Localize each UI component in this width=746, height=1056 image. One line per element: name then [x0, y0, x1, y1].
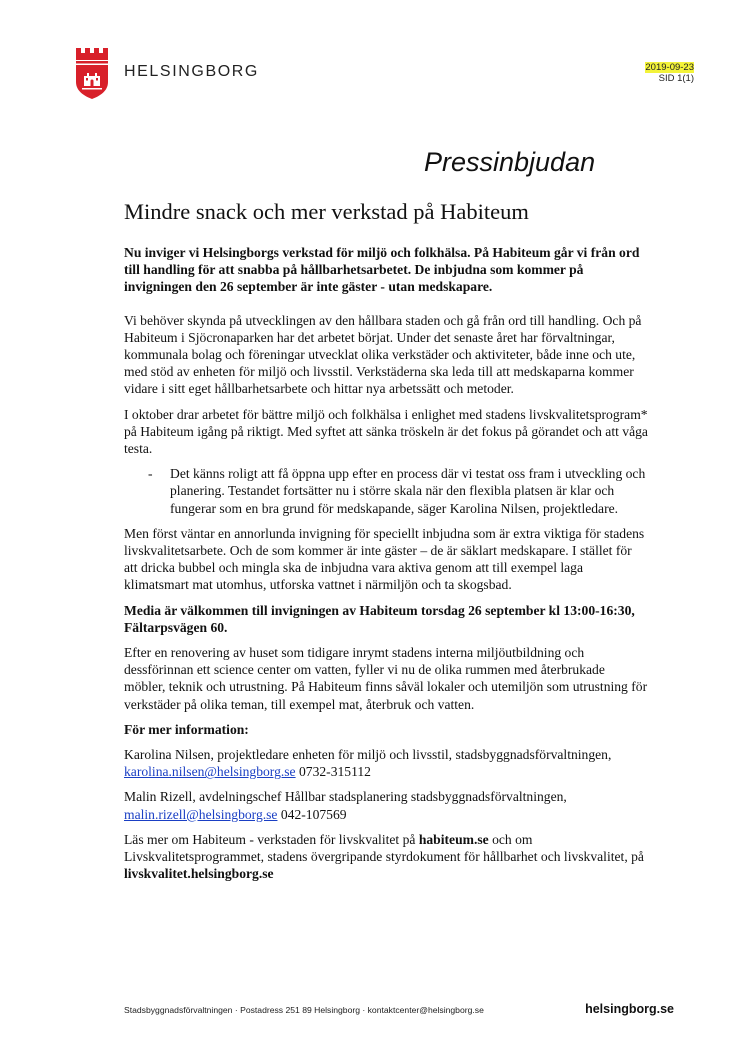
contact-1-phone: 0732-315112: [295, 764, 371, 780]
page-title: Mindre snack och mer verkstad på Habiteum: [124, 199, 529, 224]
contact-1-text: Karolina Nilsen, projektledare enheten för miljö och livsstil, stadsbyggnadsförvaltningen,: [124, 747, 612, 763]
contact-2-text: Malin Rizell, avdelningschef Hållbar stadsplanering stadsbyggnadsförvaltningen,: [124, 789, 567, 805]
brand-name: HELSINGBORG: [124, 63, 259, 80]
livskvalitet-site: livskvalitet.helsingborg.se: [124, 866, 274, 882]
quote-text: Det känns roligt att få öppna upp efter en process där vi testat oss fram i utveckling och planering. Testandet fortsätter nu i större skala när den flexibla platsen är klar och fungerar som en bra grund för medskapande, säger Karolina Nilsen, projektledare.: [170, 466, 646, 516]
paragraph-1: Vi behöver skynda på utvecklingen av den hållbara staden och gå från ord till handling. Och på Habiteum i Sjöcronaparken har det arbetet börjat. Under det senaste året har förvaltningar, kommunala bolag och föreningar utvecklat olika verkstäder och aktiviteter, både inne och ute, med stöd av enheten för miljö och livsstil. Verkstäderna ska leda till att medskaparna kommer vidare i sitt eget hållbarhetsarbete och hittar nya arbetssätt och metoder.: [124, 312, 642, 397]
paragraph-3: Men först väntar en annorlunda invigning för speciellt inbjudna som är extra viktiga för stadens livskvalitetsarbete. Och de som kommer är inte gäster – de är säklart medskapare. I stället för att dricka bubbel och mingla ska de inbjudna vara aktiva genom att till exempel laga klimatsmart mat utomhus, utforska vattnet i närmiljön och ta skogsbad.: [124, 525, 645, 593]
contact-1-email-link[interactable]: karolina.nilsen@helsingborg.se: [124, 764, 296, 780]
read-more-text-b: och om Livskvalitetsprogrammet, stadens övergripande styrdokument för hållbarhet och livskvalitet, på: [124, 831, 644, 865]
paragraph-4: Efter en renovering av huset som tidigare inrymt stadens interna miljöutbildning och dessförinnan ett science center om vatten, fyller vi nu de olika rummen med återbrukade möbler, teknik och utrustning. På Habiteum finns såväl lokaler och utemiljön som utrustning för verkstäder på olika teman, till exempel mat, återbruk och vatten.: [124, 645, 648, 712]
document-date: 2019-09-23: [645, 62, 694, 73]
habiteum-site: habiteum.se: [418, 831, 489, 847]
helsingborg-crest-icon: [72, 44, 112, 100]
quote-dash: -: [148, 466, 153, 482]
contact-2: [124, 788, 648, 822]
document-meta: [645, 62, 694, 84]
read-more: [124, 831, 648, 883]
media-invitation: Media är välkommen till invigningen av Habiteum torsdag 26 september kl 13:00-16:30, Fältarpsvägen 60.: [124, 602, 635, 635]
contact-2-phone: 042-107569: [277, 806, 347, 822]
lead-paragraph: Nu inviger vi Helsingborgs verkstad för miljö och folkhälsa. På Habiteum går vi från ord till handling för att snabba på hållbarhetsarbetet. De inbjudna som kommer på invigningen den 26 september är inte gäster - utan medskapare.: [124, 245, 640, 295]
document-body: [124, 244, 648, 891]
read-more-text-a: Läs mer om Habiteum - verkstaden för livskvalitet på: [124, 831, 419, 847]
paragraph-2: I oktober drar arbetet för bättre miljö och folkhälsa i enlighet med stadens livskvalitetsprogram* på Habiteum igång på riktigt. Med syftet att sänka tröskeln är det fokus på görandet och att våga testa.: [124, 406, 648, 457]
footer-website: helsingborg.se: [585, 1002, 674, 1016]
contact-2-email-link[interactable]: malin.rizell@helsingborg.se: [124, 806, 278, 822]
contact-1: [124, 746, 648, 780]
quote-block: [124, 465, 648, 517]
page-number: SID 1(1): [658, 73, 694, 84]
footer-address: Stadsbyggnadsförvaltningen · Postadress 251 89 Helsingborg · kontaktcenter@helsingborg.se: [124, 1005, 484, 1015]
document-type: Pressinbjudan: [424, 147, 596, 177]
info-heading: För mer information:: [124, 721, 249, 737]
